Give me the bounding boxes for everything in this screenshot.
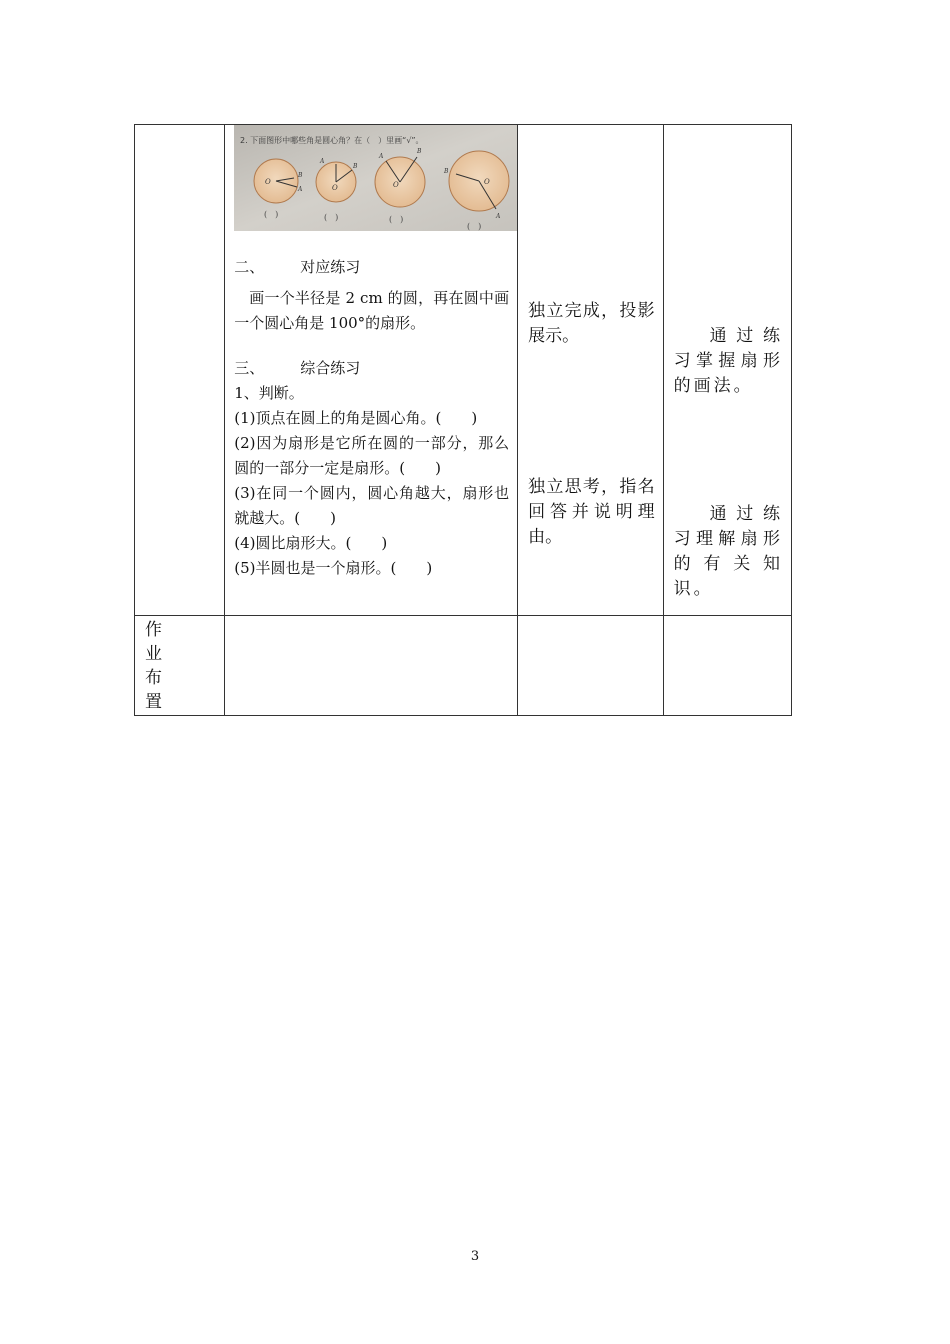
svg-text:O: O	[393, 181, 400, 189]
answer-bracket: ( )	[324, 213, 339, 222]
question-title: 1、判断。	[234, 384, 304, 402]
svg-text:A: A	[320, 158, 325, 165]
svg-text:B: B	[417, 148, 422, 155]
homework-label: 作业布置	[145, 620, 162, 712]
judgement-item: (4)圆比扇形大。( )	[234, 534, 388, 552]
svg-text:A: A	[496, 213, 501, 220]
drawing-task: 画一个半径是 2 cm 的圆，再在圆中画一个圆心角是 100°的扇形。	[234, 289, 510, 332]
svg-text:O: O	[484, 178, 491, 186]
svg-text:B: B	[444, 168, 449, 175]
design-intent-cell	[663, 125, 791, 616]
svg-text:A: A	[298, 186, 303, 193]
student-activity-text: 独立思考，指名回答并说明理由。	[528, 477, 655, 547]
section-heading: 三、 综合练习	[234, 359, 361, 377]
exercise-prompt: 2. 下面图形中哪些角是圆心角？在（ ）里画“√”。	[240, 136, 424, 145]
judgement-item: (1)顶点在圆上的角是圆心角。( )	[234, 409, 478, 427]
answer-bracket: ( )	[467, 222, 482, 231]
svg-text:O: O	[265, 178, 272, 186]
svg-text:O: O	[332, 184, 339, 192]
stage-cell	[135, 125, 225, 616]
answer-bracket: ( )	[389, 215, 404, 224]
lesson-plan-table	[134, 124, 792, 716]
svg-text:B: B	[298, 172, 303, 179]
homework-intent-cell	[663, 616, 791, 716]
student-activity-cell	[518, 125, 663, 616]
exercise-content	[225, 231, 517, 581]
design-intent-text: 通过练习掌握扇形的画法。	[673, 326, 783, 396]
judgement-item: (3)在同一个圆内，圆心角越大，扇形也就越大。( )	[234, 484, 510, 527]
page-number: 3	[470, 1249, 480, 1264]
student-activity-text: 独立完成，投影展示。	[528, 301, 655, 346]
table-row	[135, 616, 792, 716]
homework-content-cell	[225, 616, 518, 716]
circle-angle-exercise-photo	[234, 125, 517, 231]
design-intent-text: 通过练习理解扇形的有关知识。	[673, 504, 783, 599]
judgement-item: (5)半圆也是一个扇形。( )	[234, 559, 433, 577]
svg-text:A: A	[379, 153, 384, 160]
svg-text:B: B	[353, 163, 358, 170]
answer-bracket: ( )	[264, 210, 279, 219]
homework-activity-cell	[518, 616, 663, 716]
table-row	[135, 125, 792, 616]
section-heading: 二、 对应练习	[234, 258, 361, 276]
homework-label-cell	[135, 616, 225, 716]
teaching-content-cell	[225, 125, 518, 616]
judgement-item: (2)因为扇形是它所在圆的一部分，那么圆的一部分一定是扇形。( )	[234, 434, 510, 477]
